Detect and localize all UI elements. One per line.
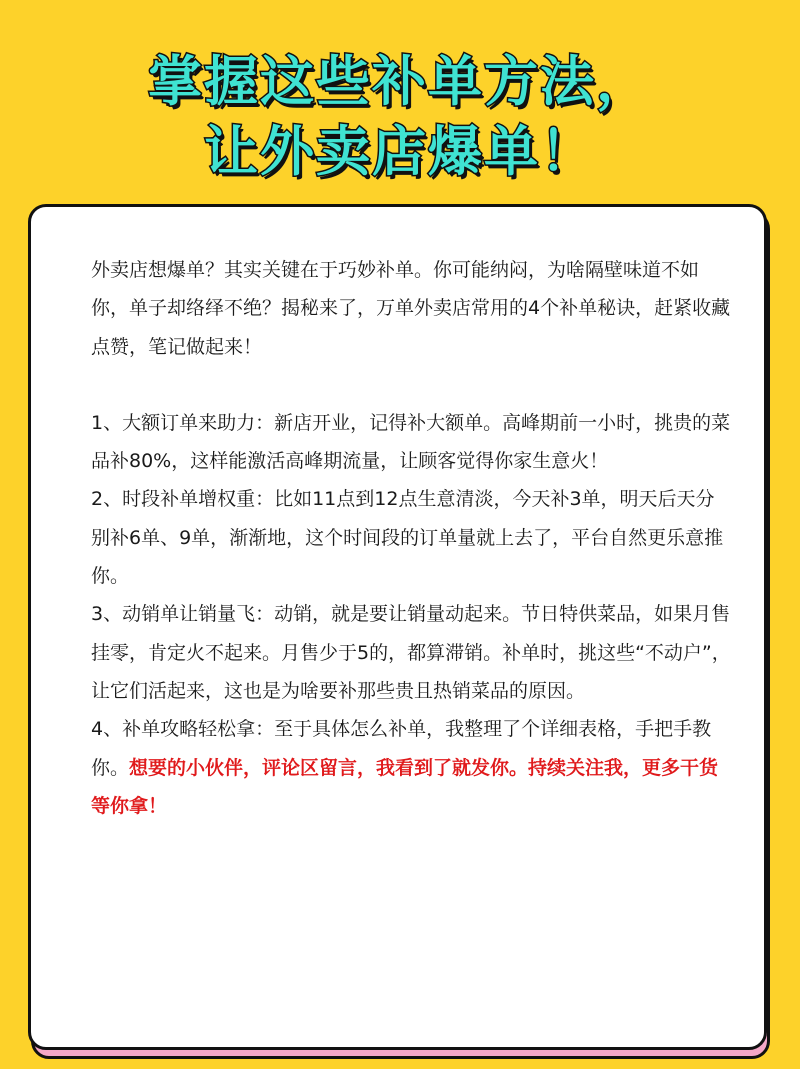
page-title-line-2: 让外卖店爆单！: [204, 120, 596, 183]
intro-paragraph: 外卖店想爆单？其实关键在于巧妙补单。你可能纳闷，为啥隔壁味道不如你，单子却络绎不绝？揭秘来了，万单外卖店常用的4个补单秘诀，赶紧收藏点赞，笔记做起来！: [91, 259, 731, 358]
tip-2-paragraph: 2、时段补单增权重：比如11点到12点生意清淡，今天补3单，明天后天分别补6单、9单，渐渐地，这个时间段的订单量就上去了，平台自然更乐意推你。: [91, 488, 724, 588]
page-title-line-1: 掌握这些补单方法，: [148, 50, 652, 113]
call-to-action-highlight: 想要的小伙伴，评论区留言，我看到了就发你。持续关注我，更多干货等你拿！: [91, 756, 719, 817]
tip-1-paragraph: 1、大额订单来助力：新店开业，记得补大额单。高峰期前一小时，挑贵的菜品补80%，这样能激活高峰期流量，让顾客觉得你家生意火！: [91, 411, 731, 473]
paragraph-spacer: [91, 366, 731, 404]
tip-4-text: 4、补单攻略轻松拿：至于具体怎么补单，我整理了个详细表格，手把手教你。: [91, 718, 712, 779]
tip-4-paragraph: [91, 710, 731, 825]
tip-3-paragraph: 3、动销单让销量飞：动销，就是要让销量动起来。节日特供菜品，如果月售挂零，肯定火不起来。月售少于5的，都算滞销。补单时，挑这些“不动户”，让它们活起来，这也是为啥要补那些贵且热销菜品的原因。: [91, 603, 731, 702]
article-body: [91, 251, 731, 825]
